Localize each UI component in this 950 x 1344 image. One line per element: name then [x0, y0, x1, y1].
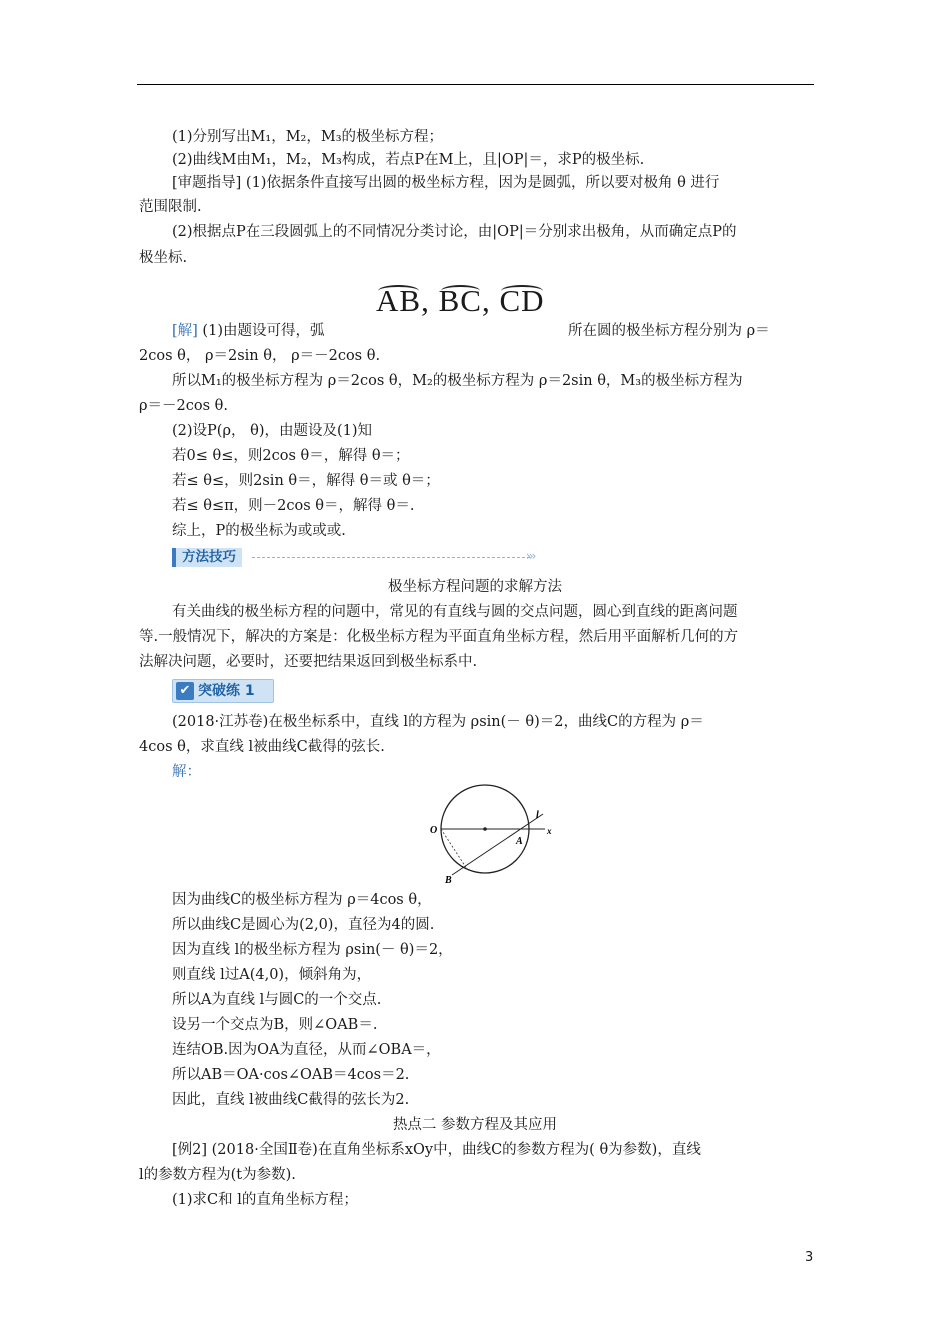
text-line: 因为直线 l的极坐标方程为 ρsin(－ θ)＝2，: [172, 942, 453, 958]
arc-ab: AB: [376, 283, 422, 318]
text-line: (2)根据点P在三段圆弧上的不同情况分类讨论，由|OP|＝分别求出极角，从而确定点P的: [172, 224, 737, 240]
arc-labels: AB, BC, CD: [376, 283, 545, 318]
label-b: B: [445, 875, 452, 886]
text-line: (2)曲线M由M₁，M₂，M₃构成，若点P在M上，且|OP|＝，求P的极坐标.: [172, 152, 645, 168]
text-line: 所在圆的极坐标方程分别为 ρ＝: [568, 323, 770, 339]
text-line: 设另一个交点为B，则∠OAB＝.: [172, 1017, 378, 1033]
text-line: 所以A为直线 l与圆C的一个交点.: [172, 992, 382, 1008]
circle-figure: [425, 782, 565, 886]
text-line: 若0≤ θ≤，则2cos θ＝，解得 θ＝；: [172, 448, 410, 464]
label-a: A: [516, 836, 523, 847]
text-line: 因此，直线 l被曲线C截得的弦长为2.: [172, 1092, 410, 1108]
text-line: [审题指导] (1)依据条件直接写出圆的极坐标方程，因为是圆弧，所以要对极角 θ 进行: [172, 175, 720, 191]
text-line: 连结OB.因为OA为直径，从而∠OBA＝，: [172, 1042, 441, 1058]
text-line: 范围限制.: [139, 199, 202, 215]
text-line: 所以AB＝OA·cos∠OAB＝4cos＝2.: [172, 1067, 410, 1083]
text-line: 若≤ θ≤，则2sin θ＝，解得 θ＝或 θ＝；: [172, 473, 440, 489]
text-line: 极坐标.: [139, 250, 188, 266]
dashed-divider: [252, 557, 530, 558]
header-rule: [137, 84, 814, 85]
text-line: (2)设P(ρ， θ)，由题设及(1)知: [172, 423, 373, 439]
text-line: 有关曲线的极坐标方程的问题中，常见的有直线与圆的交点问题，圆心到直线的距离问题: [172, 604, 738, 620]
text-line: 4cos θ，求直线 l被曲线C截得的弦长.: [139, 739, 385, 755]
text-line: 综上，P的极坐标为或或或.: [172, 523, 346, 539]
method-title: 极坐标方程问题的求解方法: [388, 579, 562, 595]
solution-tag: [解]: [172, 323, 198, 339]
checkmark-icon: ✔: [176, 682, 194, 700]
text-line: 则直线 l过A(4,0)，倾斜角为，: [172, 967, 372, 983]
label-o: O: [430, 825, 438, 836]
practice-badge: [172, 679, 274, 703]
text-line: 所以曲线C是圆心为(2,0)，直径为4的圆.: [172, 917, 435, 933]
text-line: 等.一般情况下，解决的方案是：化极坐标方程为平面直角坐标方程，然后用平面解析几何的方: [139, 629, 739, 645]
chevrons-icon: ›››: [526, 549, 535, 563]
label-l: l: [536, 810, 539, 821]
arc-bc: BC: [438, 283, 482, 318]
segment-ob: [441, 829, 467, 869]
label-x: x: [547, 826, 552, 836]
text-line: (1)求C和 l的直角坐标方程；: [172, 1192, 358, 1208]
text-span: (1)由题设可得，弧: [197, 323, 325, 339]
line-l: [452, 814, 543, 875]
text-line: 因为曲线C的极坐标方程为 ρ＝4cos θ，: [172, 892, 432, 908]
text-line: 若≤ θ≤π，则－2cos θ＝，解得 θ＝.: [172, 498, 415, 514]
arc-cd: CD: [499, 283, 545, 318]
text-line: [例2] (2018·全国Ⅱ卷)在直角坐标系xOy中，曲线C的参数方程为( θ为参数)，直线: [172, 1142, 701, 1158]
text-line: (1)分别写出M₁，M₂，M₃的极坐标方程；: [172, 129, 444, 145]
section-heading: 热点二 参数方程及其应用: [392, 1117, 558, 1133]
practice-badge-label: 突破练 1: [198, 683, 255, 699]
page-number: 3: [805, 1250, 814, 1265]
text-line: 2cos θ， ρ＝2sin θ， ρ＝－2cos θ.: [139, 348, 381, 364]
text-line: ρ＝－2cos θ.: [139, 398, 228, 414]
text-line: 法解决问题，必要时，还要把结果返回到极坐标系中.: [139, 654, 478, 670]
text-line: 所以M₁的极坐标方程为 ρ＝2cos θ，M₂的极坐标方程为 ρ＝2sin θ，M₃的极坐标方程为: [172, 373, 743, 389]
method-badge: 方法技巧: [172, 548, 242, 567]
solution-label: 解：: [172, 764, 201, 780]
text-line: l的参数方程为(t为参数).: [139, 1167, 296, 1183]
text-line: (2018·江苏卷)在极坐标系中，直线 l的方程为 ρsin(－ θ)＝2，曲线C的方程为 ρ＝: [172, 714, 704, 730]
center-dot: [483, 827, 487, 831]
